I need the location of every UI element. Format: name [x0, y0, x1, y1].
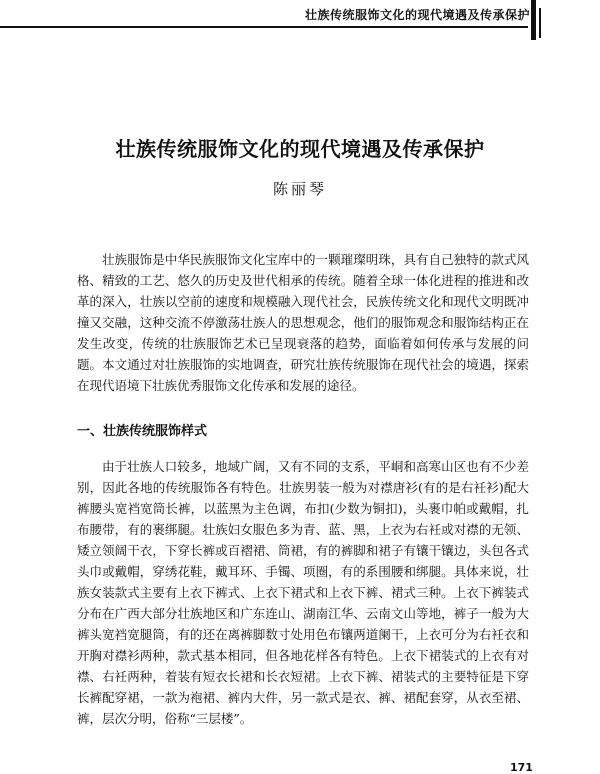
author-name: 陈丽琴	[272, 180, 327, 198]
section-heading-1: 一、壮族传统服饰样式	[77, 424, 208, 439]
running-header: 壮族传统服饰文化的现代境遇及传承保护	[304, 8, 530, 22]
body-paragraph: 由于壮族人口较多，地域广阔，又有不同的支系，平峒和高寒山区也有不少差别，因此各地的传统服饰各有特色。壮族男装一般为对襟唐衫(有的是右衽衫)配大裤腰头宽裆宽筒长裤，以蓝黑为主色调，布扣(少数为铜扣)，头裹巾帕或戴帽，扎布腰带，有的裹绑腿。壮族妇女服色多为青、蓝、黑，上衣为右衽或对襟的无领、矮立领阔干衣，下穿长裤或百褶裙、筒裙，有的裤脚和裙子有镶干镶边，头包各式头巾或戴帽，穿绣花鞋，戴耳环、手镯、项圈，有的系围腰和绑腿。具体来说，壮族女装款式主要有上衣下裤式、上衣下裙式和上衣下裤、裙式三种。上衣下裤装式分布在广西大部分壮族地区和广东连山、湖南江华、云南文山等地，裤子一般为大裤头宽裆宽腿筒，有的还在离裤脚数寸处用色布镶两道阑干，上衣可分为右衽衣和开胸对襟衫两种，款式基本相同，但各地花样各有特色。上衣下裙装式的上衣有对襟、右衽两种，着装有短衣长裙和长衣短裙。上衣下裤、裙装式的主要特征是下穿长裤配穿裙，一款为袍裙、裤内大件，另一款式是衣、裤、裙配套穿，从衣至裙、裤，层次分明，俗称“三层楼”。	[77, 459, 529, 726]
header-rule	[0, 26, 528, 28]
article-title: 壮族传统服饰文化的现代境遇及传承保护	[115, 137, 485, 161]
abstract-paragraph: 壮族服饰是中华民族服饰文化宝库中的一颗璀璨明珠，具有自己独特的款式风格、精致的工艺、悠久的历史及世代相承的传统。随着全球一体化进程的推进和改革的深入，壮族以空前的速度和规模融入现代社会，民族传统文化和现代文明既冲撞又交融，这种交流不停激荡壮族人的思想观念，他们的服饰观念和服饰结构正在发生改变，传统的壮族服饰艺术已呈现衰落的趋势，面临着如何传承与发展的问题。本文通过对壮族服饰的实地调查，研究壮族传统服饰在现代社会的境遇，探索在现代语境下壮族优秀服饰文化传承和发展的途径。	[77, 252, 529, 393]
header-bar-thick	[531, 0, 536, 40]
header-bar-thin	[539, 8, 541, 38]
section-1-body	[77, 456, 529, 729]
page-number: 171	[510, 761, 533, 774]
